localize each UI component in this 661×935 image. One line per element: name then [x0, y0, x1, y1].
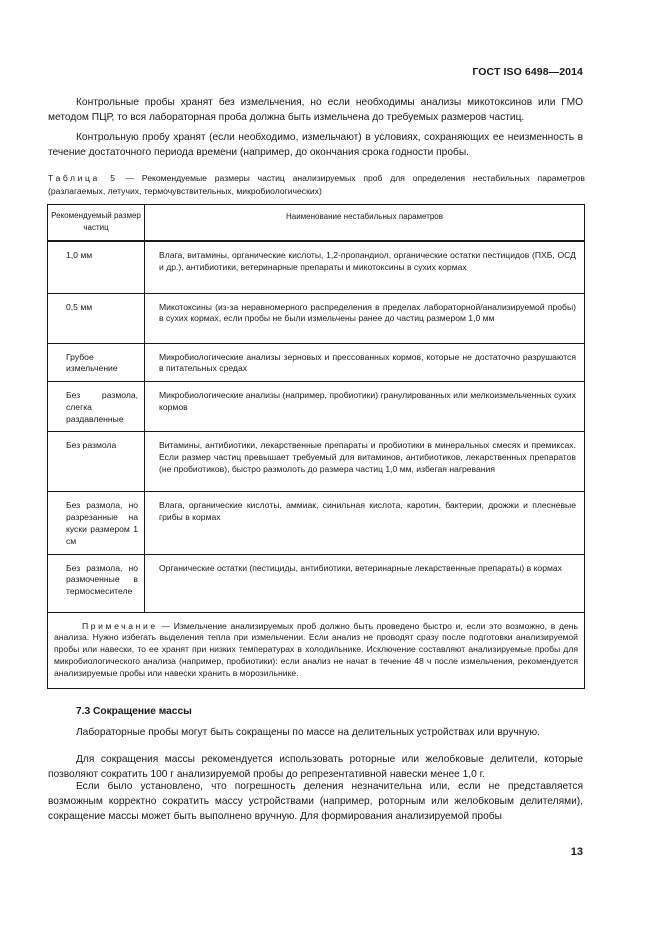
section-paragraph-3: Если было установлено, что погрешность деления незначительна или, если не представляется возможным корректно сократить массу устройствами (например, роторным или желобковым делителями), сокращение массы может быть выполнено вручную. Для формирования анализируемой пробы — [48, 781, 583, 822]
intro-paragraph-2: Контрольную пробу хранят (если необходимо, измельчают) в условиях, сохраняющих ее неизменность в течение достаточного периода времени (например, до окончания срока годности пробы. — [48, 132, 583, 158]
cell-size: 0,5 мм — [48, 293, 145, 343]
table-row — [48, 241, 585, 293]
table-row — [48, 343, 585, 382]
intro-paragraph-1: Контрольные пробы хранят без измельчения, но если необходимы анализы микотоксинов или ГМО методом ПЦР, то вся лабораторная проба должна быть измельчена до требуемых размеров частиц. — [48, 97, 583, 123]
table-row — [48, 492, 585, 554]
col-header-params: Наименование нестабильных параметров — [145, 205, 585, 242]
table-header-row — [48, 205, 585, 242]
table-row — [48, 432, 585, 492]
cell-size: Без размола, но размоченные в термосмесителе — [48, 554, 145, 612]
cell-params: Влага, органические кислоты, аммиак, синильная кислота, каротин, бактерии, дрожжи и плесневые грибы в кормах — [145, 492, 585, 554]
col-header-size: Рекомендуемый размер частиц — [48, 205, 145, 242]
standard-title: ГОСТ ISO 6498—2014 — [472, 66, 583, 78]
cell-size: Грубое измельчение — [48, 343, 145, 382]
section-title: 7.3 Сокращение массы — [76, 706, 192, 717]
note-label: Примечание — [82, 620, 158, 631]
cell-params: Микотоксины (из-за неравномерного распределения в пределах лабораторной/анализируемой пробы) в сухих кормах, если пробы не были измельчены ранее до частиц размером 1,0 мм — [145, 293, 585, 343]
section-paragraph-1: Лабораторные пробы могут быть сокращены по массе на делительных устройствах или вручную. — [76, 727, 540, 738]
cell-size: Без размола, слегка раздавленные — [48, 382, 145, 432]
cell-params: Микробиологические анализы зерновых и прессованных кормов, которые не достаточно разрушаются в питательных средах — [145, 343, 585, 382]
cell-params: Микробиологические анализы (например, пробиотики) гранулированных или мелкоизмельченных сухих кормов — [145, 382, 585, 432]
table-caption-label: Таблица 5 — [48, 173, 118, 183]
table-row — [48, 293, 585, 343]
note-text: — Измельчение анализируемых проб должно быть проведено быстро и, если это возможно, в день анализа. Нужно избегать выделения тепла при измельчении. Если анализ не проводят сразу после подготовки анализируемой пробы или навески, то ее хранят при низких температурах в холодильнике. Исключение составляют анализируемые пробы для микробиологического анализа (например, пробиотики): если анализ не начат в течение 48 ч после измельчения, рекомендуется анализируемые пробы или навески хранить в морозильнике. — [54, 620, 578, 678]
page-number: 13 — [570, 846, 583, 858]
particle-size-table — [47, 204, 585, 689]
cell-params: Органические остатки (пестициды, антибиотики, ветеринарные лекарственные препараты) в кормах — [145, 554, 585, 612]
cell-size: Без размола — [48, 432, 145, 492]
cell-params: Влага, витамины, органические кислоты, 1,2-пропандиол, органические остатки пестицидов (ПХБ, ОСД и др.), антибиотики, ветеринарные препараты и микотоксины в сухих кормах — [145, 241, 585, 293]
cell-size: 1,0 мм — [48, 241, 145, 293]
table-caption-text: — Рекомендуемые размеры частиц анализируемых проб для определения нестабильных параметров (разлагаемых, летучих, термочувствительных, микробиологических) — [48, 173, 585, 196]
table-note — [48, 612, 585, 688]
table-row — [48, 382, 585, 432]
section-paragraph-2: Для сокращения массы рекомендуется использовать роторные или желобковые делители, которые позволяют сократить 100 г анализируемой пробы до репрезентативной навески менее 1,0 г. — [48, 754, 583, 780]
table-row — [48, 554, 585, 612]
cell-params: Витамины, антибиотики, лекарственные препараты и пробиотики в минеральных смесях и премиксах. Если размер частиц превышает требуемый для витаминов, антибиотиков, лекарственных препаратов (не пробиотиков), быстро размолоть до размера частиц 1,0 мм, избегая нагревания — [145, 432, 585, 492]
cell-size: Без размола, но разрезанные на куски размером 1 см — [48, 492, 145, 554]
table-note-row — [48, 612, 585, 688]
table-caption — [48, 172, 585, 197]
